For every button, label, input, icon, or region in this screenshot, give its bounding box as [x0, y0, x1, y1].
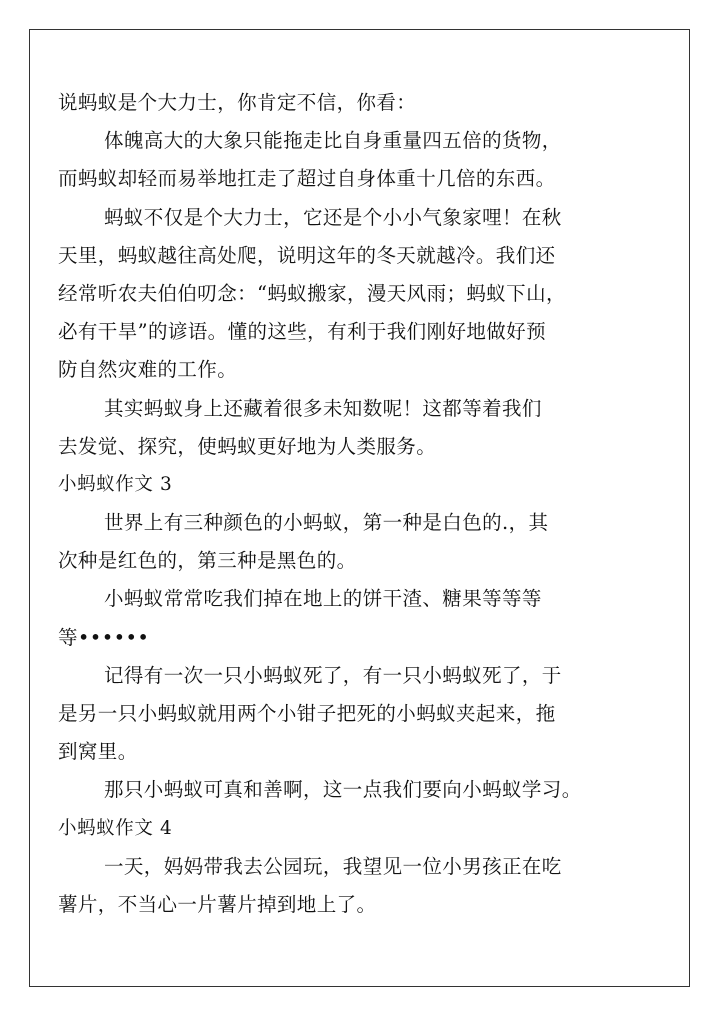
text-line: 那只小蚂蚁可真和善啊，这一点我们要向小蚂蚁学习。 — [104, 778, 582, 802]
text-line: 等•••••• — [58, 625, 150, 649]
text-line: 经常听农夫伯伯叨念：“蚂蚁搬家，漫天风雨；蚂蚁下山， — [58, 281, 566, 305]
text-line: 而蚂蚁却轻而易举地扛走了超过自身体重十几倍的东西。 — [58, 167, 556, 191]
text-line: 记得有一次一只小蚂蚁死了，有一只小蚂蚁死了，于 — [104, 663, 562, 687]
text-line: 去发觉、探究，使蚂蚁更好地为人类服务。 — [58, 434, 437, 458]
text-line: 世界上有三种颜色的小蚂蚁，第一种是白色的.，其 — [104, 511, 549, 535]
document-body — [58, 84, 618, 924]
text-line: 蚂蚁不仅是个大力士，它还是个小小气象家哩！在秋 — [104, 205, 562, 229]
section-heading: 小蚂蚁作文 4 — [58, 817, 173, 839]
text-line: 其实蚂蚁身上还藏着很多未知数呢！这都等着我们 — [104, 396, 542, 420]
text-line: 是另一只小蚂蚁就用两个小钳子把死的小蚂蚁夹起来，拖 — [58, 702, 556, 725]
text-line: 薯片，不当心一片薯片掉到地上了。 — [58, 892, 377, 916]
text-line: 防自然灾难的工作。 — [58, 358, 238, 382]
text-line: 次种是红色的，第三种是黑色的。 — [58, 549, 357, 573]
section-heading: 小蚂蚁作文 3 — [58, 473, 173, 495]
text-line: 小蚂蚁常常吃我们掉在地上的饼干渣、糖果等等等 — [104, 587, 542, 611]
text-line: 天里，蚂蚁越往高处爬，说明这年的冬天就越冷。我们还 — [58, 243, 556, 267]
text-line: 一天，妈妈带我去公园玩，我望见一位小男孩正在吃 — [104, 854, 562, 878]
text-line: 到窝里。 — [58, 740, 138, 764]
text-line: 必有干旱”的谚语。懂的这些，有利于我们刚好地做好预 — [58, 320, 546, 344]
text-line: 体魄高大的大象只能拖走比自身重量四五倍的货物， — [104, 129, 562, 153]
text-line: 说蚂蚁是个大力士，你肯定不信，你看： — [58, 91, 417, 114]
